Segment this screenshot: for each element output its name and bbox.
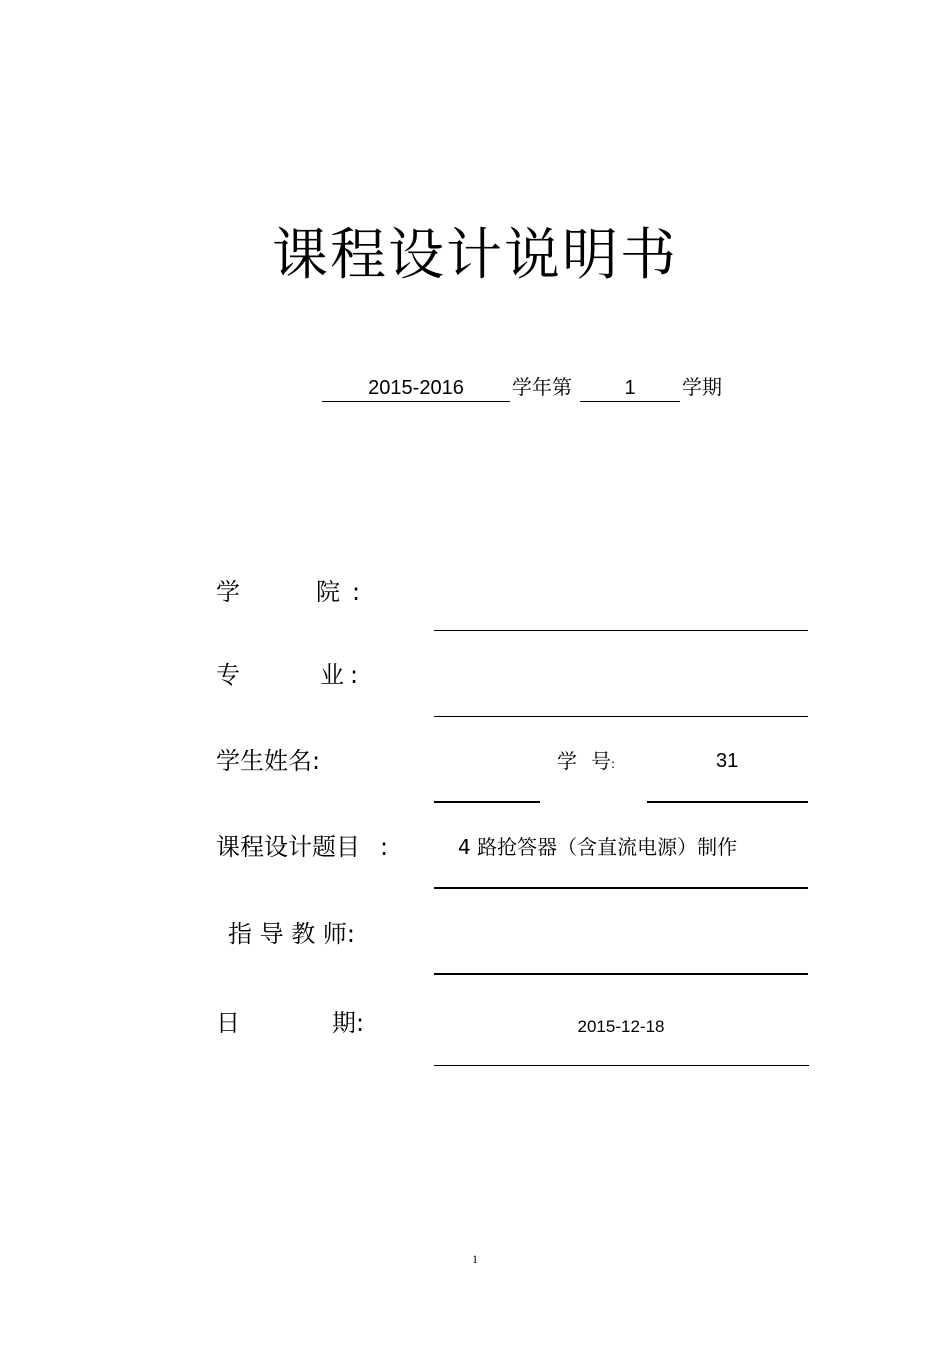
college-label-char-2: 院 [316,578,340,606]
advisor-label [228,916,355,952]
college-colon: : [352,578,361,606]
academic-year-suffix: 学年第 [512,375,572,399]
advisor-colon: : [346,920,355,948]
student-id-label [557,746,615,779]
date-label-char-1: 日 [216,1009,240,1037]
semester-value: 1 [580,375,680,402]
date-underline [434,1065,809,1066]
semester-suffix: 学期 [682,375,722,399]
major-underline [434,716,808,717]
date-label [216,1005,364,1041]
topic-label-text: 课程设计题目 [216,833,360,861]
student-name-label [216,743,320,779]
student-id-label-char-1: 学 [557,749,577,773]
major-label-char-2: 业 [320,661,344,689]
student-name-colon: : [312,747,321,775]
advisor-label-text: 指 导 教 师 [228,920,347,948]
document-title: 课程设计说明书 [272,223,678,288]
topic-underline [434,887,808,889]
academic-year-value: 2015-2016 [322,375,510,402]
academic-term-line [322,372,722,402]
topic-label [216,829,388,865]
student-id-underline [647,801,808,803]
college-underline [434,630,808,631]
college-label-char-1: 学 [216,578,240,606]
topic-value: 4 路抢答器（含直流电源）制作 [458,835,738,859]
major-label-char-1: 专 [216,661,240,689]
student-name-label-text: 学生姓名 [216,747,312,775]
topic-colon: : [380,833,389,861]
advisor-underline [434,973,808,975]
student-name-underline [434,801,540,803]
date-colon: : [356,1009,365,1037]
major-colon: : [350,661,359,689]
date-value: 2015-12-18 [577,1017,665,1036]
date-label-char-2: 期 [332,1009,356,1037]
student-id-colon: : [611,757,616,771]
page-number: 1 [472,1252,478,1266]
college-label [216,574,360,610]
student-id-label-char-2: 号 [591,749,611,773]
major-label [216,657,358,693]
student-id-value: 31 [716,750,739,772]
